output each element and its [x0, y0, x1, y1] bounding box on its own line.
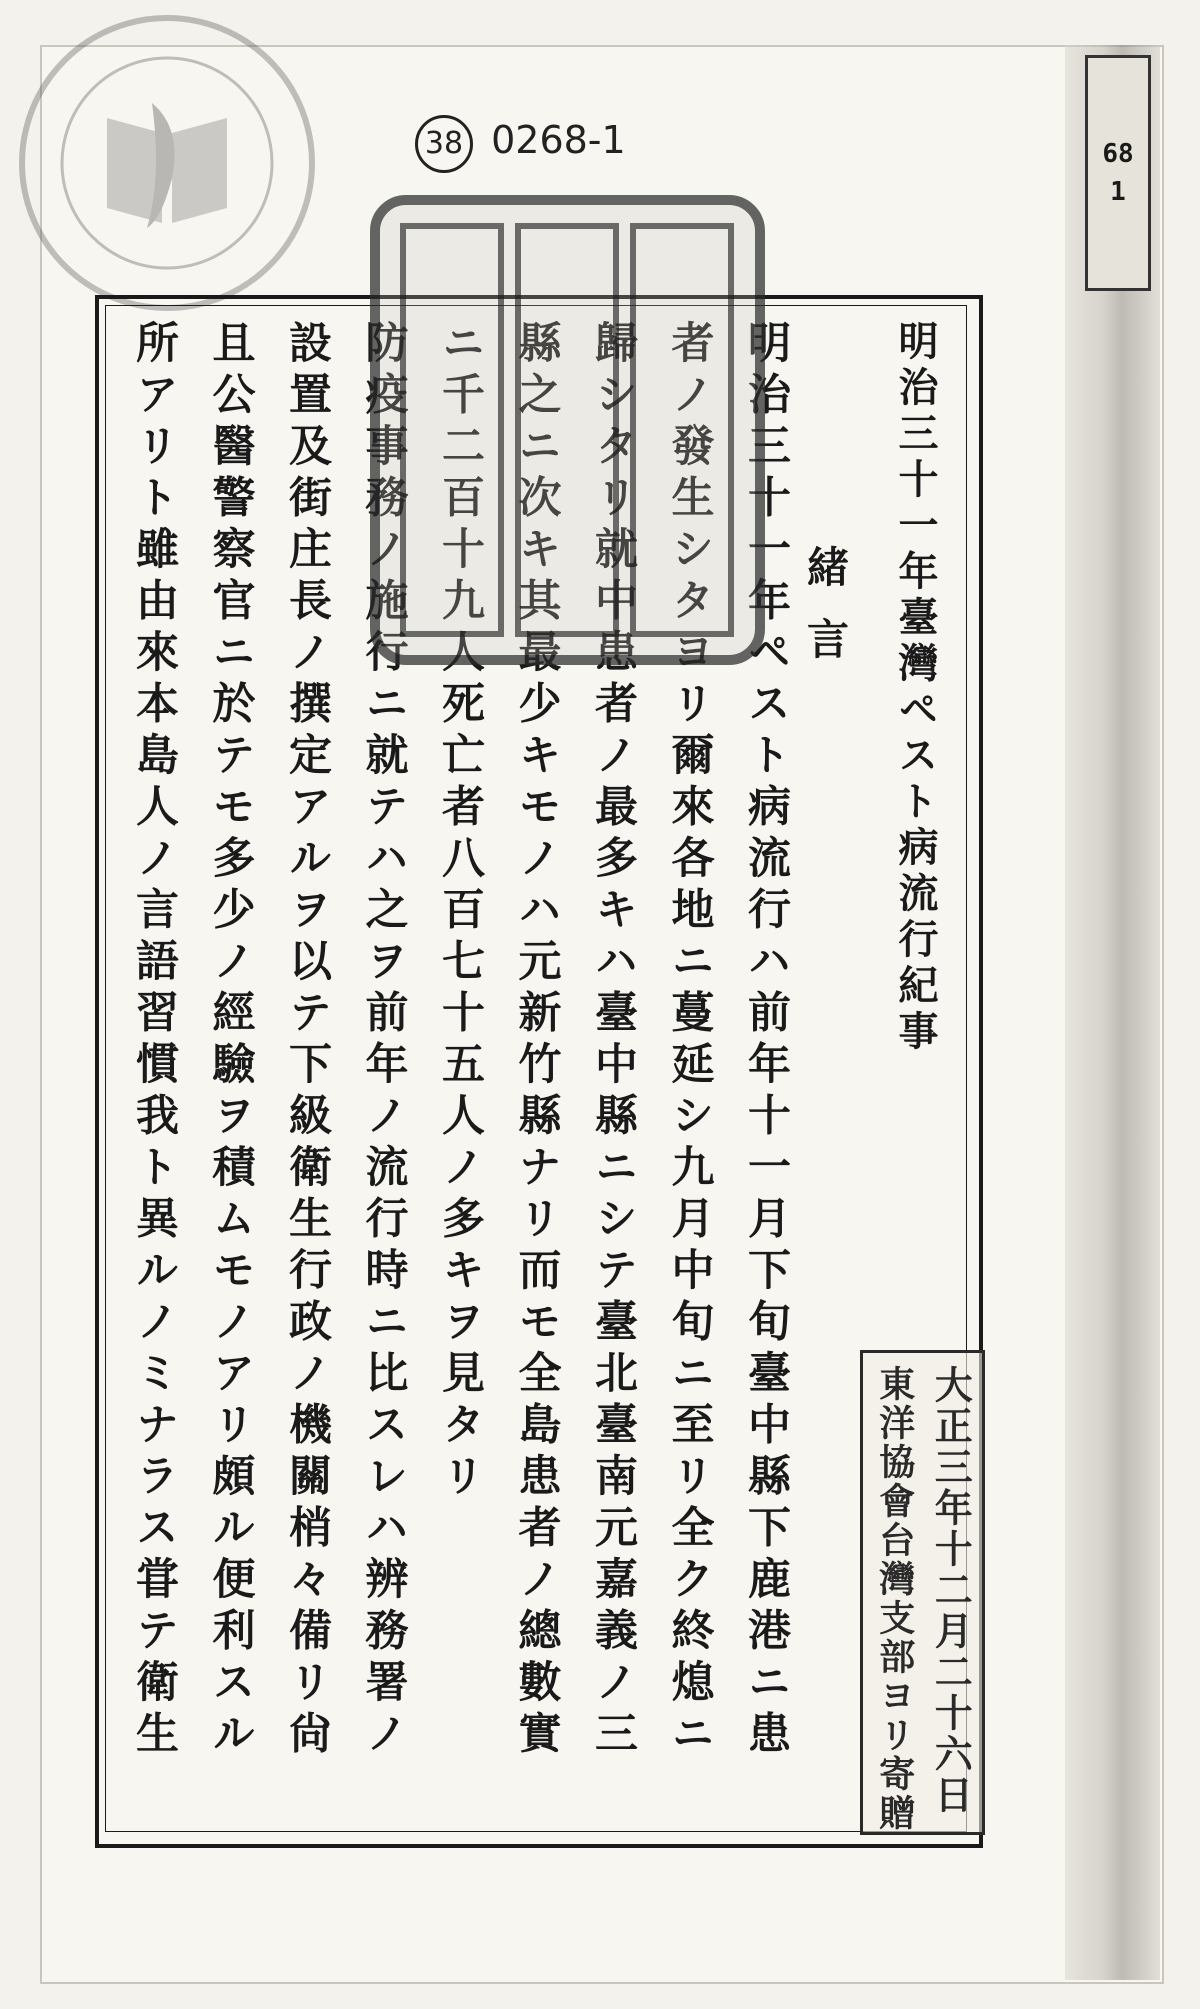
document-title: 明治三十一年臺灣ペスト病流行紀事 [892, 320, 939, 1056]
handwritten-catalog-mark [415, 115, 626, 173]
page-edge-shadow [1065, 45, 1160, 1980]
catalog-number: 0268-1 [491, 118, 626, 162]
circled-number: 38 [415, 115, 473, 173]
spine-label-subnumber: 1 [1110, 177, 1126, 207]
spine-label [1085, 55, 1151, 291]
acquisition-date-stamp [860, 1350, 985, 1835]
text-column-2: 者ノ發生シタヨリ爾來各地ニ蔓延シ九月中旬ニ至リ全ク終熄ニ [664, 320, 715, 1762]
text-column-8: 且公醫警察官ニ於テモ多少ノ經驗ヲ積ムモノアリ頗ル便利スル [205, 320, 256, 1762]
text-column-5: ニ千二百十九人死亡者八百七十五人ノ多キヲ見タリ [435, 320, 485, 1505]
library-watermark-seal [12, 8, 322, 318]
text-column-7: 設置及街庄長ノ撰定アルヲ以テ下級衛生行政ノ機關梢々備リ尙 [282, 320, 332, 1762]
text-column-1: 明治三十一年ペスト病流行ハ前年十一月下旬臺中縣下鹿港ニ患 [741, 320, 791, 1762]
donor-note: 東洋協會台灣支部ヨリ寄贈 [873, 1365, 916, 1833]
spine-label-number: 68 [1102, 139, 1134, 169]
text-column-6: 防疫事務ノ施行ニ就テハ之ヲ前年ノ流行時ニ比スレハ辨務署ノ [358, 320, 409, 1762]
text-column-3: 歸シタリ就中患者ノ最多キハ臺中縣ニシテ臺北臺南元嘉義ノ三 [588, 320, 638, 1762]
ownership-seal-stamp [370, 195, 765, 665]
text-column-9: 所アリト雖由來本島人ノ言語習慣我ト異ルノミナラス甞テ衛生 [129, 320, 179, 1762]
section-title: 緒言 [801, 545, 850, 689]
acquisition-date: 大正三年十二月二十六日 [928, 1365, 974, 1816]
text-column-4: 縣之ニ次キ其最少キモノハ元新竹縣ナリ而モ全島患者ノ總數實 [511, 320, 562, 1762]
